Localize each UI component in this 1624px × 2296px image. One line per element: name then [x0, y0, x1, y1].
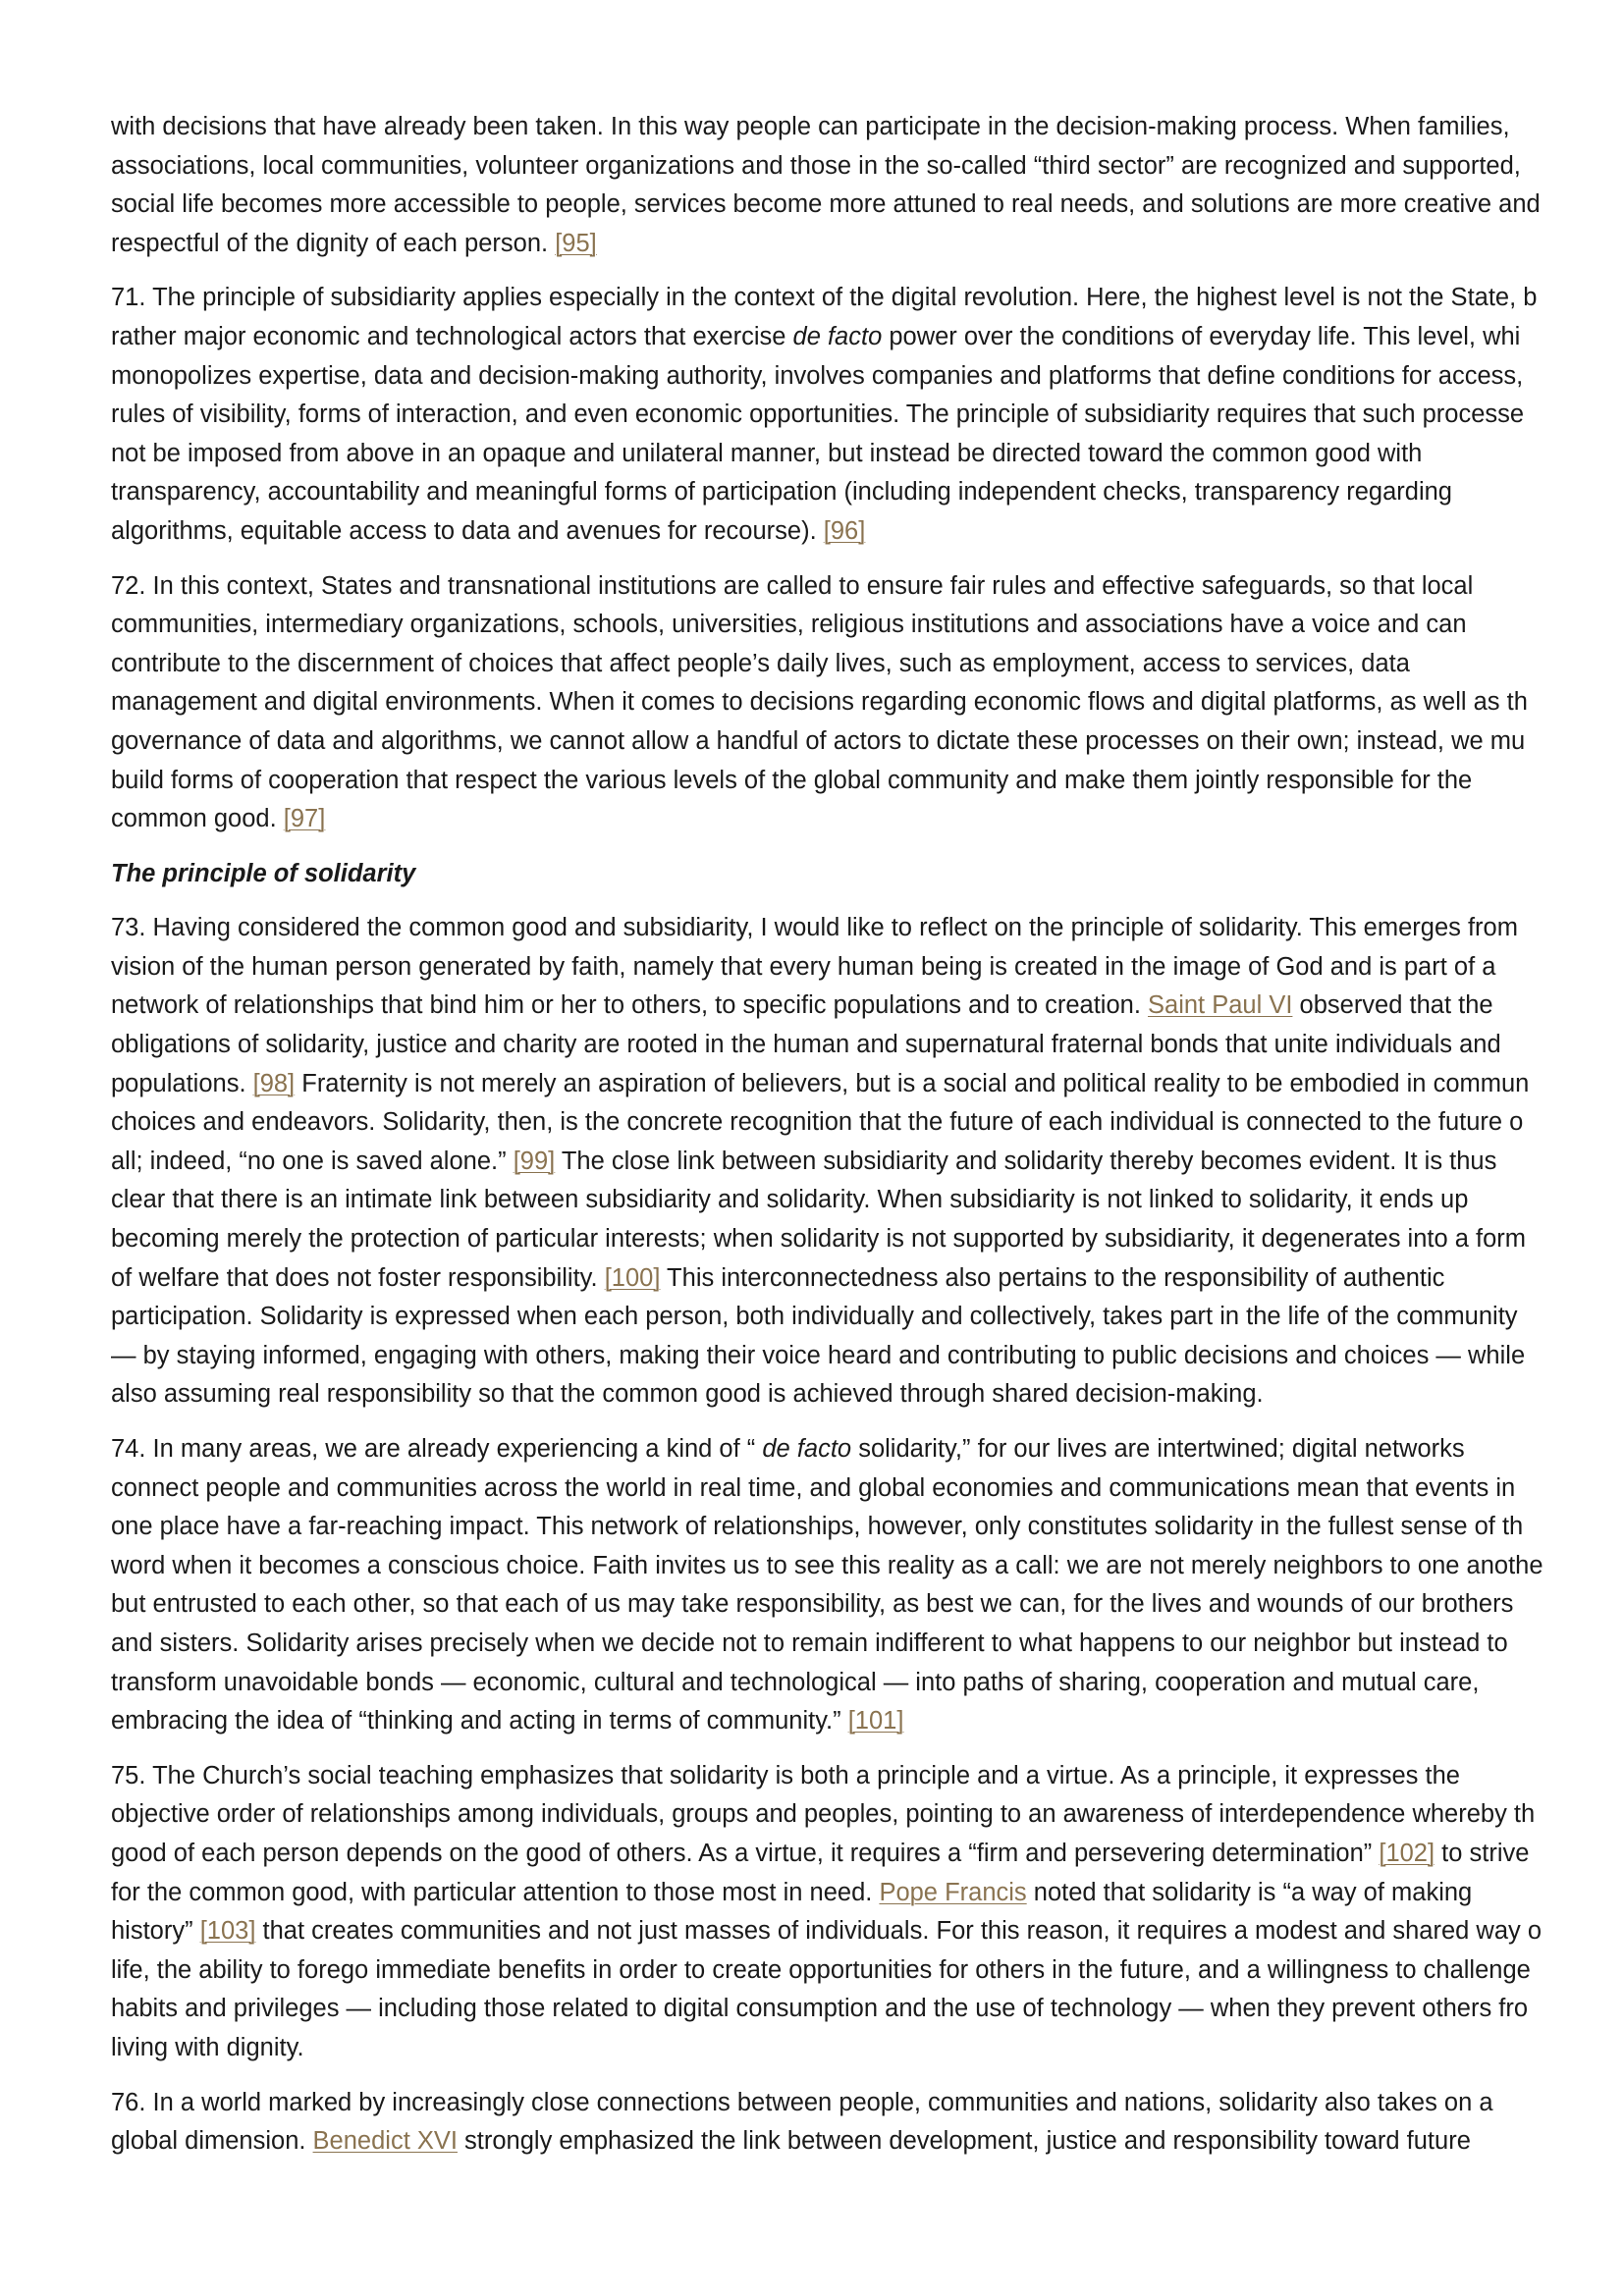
- text-line: [111, 1026, 1566, 1065]
- text-line: [111, 2029, 1566, 2068]
- text-line: [111, 225, 1566, 264]
- text-line: [111, 1757, 1566, 1796]
- text-line: [111, 567, 1566, 607]
- text-span: also assuming real responsibility so that the common good is achieved through shared decision-making.: [111, 1380, 1264, 1409]
- text-line: [111, 435, 1566, 474]
- text-span: power over the conditions of everyday life. This level, whi: [882, 322, 1521, 350]
- section-heading: The principle of solidarity: [111, 859, 416, 887]
- text-span: objective order of relationships among individuals, groups and peoples, pointing to an awareness of interdependence whereby th: [111, 1800, 1536, 1829]
- emphasis-text: de facto: [792, 322, 883, 350]
- text-span: 76. In a world marked by increasingly close connections between people, communities and nations, solidarity also takes on a: [111, 2088, 1493, 2116]
- footnote-link[interactable]: [103]: [199, 1917, 256, 1946]
- text-span: management and digital environments. When it comes to decisions regarding economic flows and digital platforms, as well as th: [111, 688, 1528, 717]
- footnote-link[interactable]: [100]: [604, 1263, 661, 1292]
- text-line: [111, 1547, 1566, 1586]
- text-span: and sisters. Solidarity arises precisely when we decide not to remain indifferent to what happens to our neighbor but instead to: [111, 1629, 1508, 1657]
- footnote-link[interactable]: [95]: [555, 229, 597, 257]
- text-span: common good.: [111, 805, 284, 833]
- text-span: transparency, accountability and meaningful forms of participation (including independent checks, transparency regarding: [111, 478, 1452, 507]
- text-line: [111, 357, 1566, 397]
- text-span: living with dignity.: [111, 2033, 304, 2061]
- text-span: This interconnectedness also pertains to the responsibility of authentic: [660, 1263, 1445, 1292]
- paragraph: [111, 279, 1566, 551]
- text-span: but entrusted to each other, so that each of us may take responsibility, as best we can, for the lives and wounds of our brothers: [111, 1590, 1514, 1619]
- text-span: noted that solidarity is “a way of making: [1026, 1878, 1473, 1906]
- text-span: connect people and communities across the world in real time, and global economies and communications mean that events in: [111, 1473, 1516, 1502]
- text-line: [111, 279, 1566, 318]
- text-line: [111, 1181, 1566, 1220]
- text-span: not be imposed from above in an opaque and unilateral manner, but instead be directed toward the common good with: [111, 439, 1423, 467]
- text-line: [111, 1702, 1566, 1741]
- text-line: [111, 1951, 1566, 1991]
- text-line: [111, 1990, 1566, 2029]
- text-line: [111, 1103, 1566, 1143]
- text-span: contribute to the discernment of choices that affect people’s daily lives, such as employment, access to services, data: [111, 649, 1410, 677]
- text-line: [111, 1259, 1566, 1299]
- text-line: [111, 1585, 1566, 1625]
- text-span: one place have a far-reaching impact. This network of relationships, however, only constitutes solidarity in the fullest sense of th: [111, 1513, 1524, 1541]
- text-span: respectful of the dignity of each person.: [111, 229, 556, 257]
- reference-link[interactable]: Pope Francis: [879, 1878, 1027, 1906]
- text-line: [111, 683, 1566, 722]
- text-span: clear that there is an intimate link between subsidiarity and solidarity. When subsidiarity is not linked to solidarity, it ends up: [111, 1186, 1469, 1214]
- text-line: [111, 396, 1566, 435]
- text-line: [111, 1065, 1566, 1104]
- text-line: [111, 2122, 1566, 2162]
- text-span: 72. In this context, States and transnational institutions are called to ensure fair rules and effective safeguards, so that local: [111, 571, 1474, 600]
- document-body: [111, 108, 1566, 2177]
- text-span: communities, intermediary organizations, schools, universities, religious institutions and associations have a voice and can: [111, 611, 1467, 639]
- text-span: monopolizes expertise, data and decision-making authority, involves companies and platforms that define conditions for access,: [111, 361, 1524, 390]
- text-span: populations.: [111, 1069, 253, 1097]
- text-span: vision of the human person generated by faith, namely that every human being is created in the image of God and is part of a: [111, 952, 1496, 981]
- text-line: [111, 606, 1566, 645]
- text-line: [111, 645, 1566, 684]
- text-span: history”: [111, 1917, 200, 1946]
- paragraph: [111, 1757, 1566, 2068]
- text-span: — by staying informed, engaging with others, making their voice heard and contributing to public decisions and choices — while: [111, 1341, 1526, 1369]
- text-line: [111, 147, 1566, 187]
- text-line: [111, 1625, 1566, 1664]
- text-line: [111, 1298, 1566, 1337]
- text-line: [111, 909, 1566, 948]
- text-span: 74. In many areas, we are already experiencing a kind of “: [111, 1435, 763, 1463]
- text-span: word when it becomes a conscious choice. Faith invites us to see this reality as a call: we are not merely neighbors to one anothe: [111, 1551, 1543, 1579]
- paragraph: [111, 2084, 1566, 2162]
- text-line: [111, 987, 1566, 1026]
- text-line: [111, 1337, 1566, 1376]
- text-span: life, the ability to forego immediate benefits in order to create opportunities for others in the future, and a willingness to challenge: [111, 1955, 1531, 1984]
- text-line: [111, 1469, 1566, 1509]
- text-line: [111, 1375, 1566, 1415]
- paragraph: [111, 1430, 1566, 1741]
- text-line: [111, 762, 1566, 801]
- text-span: transform unavoidable bonds — economic, cultural and technological — into paths of sharing, cooperation and mutual care,: [111, 1668, 1480, 1696]
- text-span: associations, local communities, volunteer organizations and those in the so-called “third sector” are recognized and supported,: [111, 151, 1521, 180]
- text-span: that creates communities and not just masses of individuals. For this reason, it requires a modest and shared way o: [255, 1917, 1543, 1946]
- text-span: strongly emphasized the link between development, justice and responsibility toward future: [457, 2127, 1471, 2156]
- footnote-link[interactable]: [99]: [513, 1147, 556, 1175]
- text-span: choices and endeavors. Solidarity, then, is the concrete recognition that the future of each individual is connected to the future o: [111, 1108, 1524, 1137]
- footnote-link[interactable]: [102]: [1379, 1839, 1435, 1867]
- text-span: embracing the idea of “thinking and acting in terms of community.”: [111, 1707, 848, 1735]
- text-line: [111, 2084, 1566, 2123]
- text-span: rather major economic and technological actors that exercise: [111, 322, 793, 350]
- text-span: all; indeed, “no one is saved alone.”: [111, 1147, 514, 1175]
- text-span: network of relationships that bind him or her to others, to specific populations and to creation.: [111, 991, 1149, 1020]
- text-span: observed that the: [1292, 991, 1493, 1020]
- text-span: becoming merely the protection of particular interests; when solidarity is not supported by subsidiarity, it degenerates into a form: [111, 1225, 1526, 1254]
- text-span: Fraternity is not merely an aspiration of believers, but is a social and political reality to be embodied in commun: [295, 1069, 1530, 1097]
- text-line: [111, 1912, 1566, 1951]
- text-span: with decisions that have already been taken. In this way people can participate in the decision-making process. When families,: [111, 113, 1510, 140]
- footnote-link[interactable]: [101]: [847, 1707, 904, 1735]
- reference-link[interactable]: Saint Paul VI: [1148, 991, 1293, 1020]
- footnote-link[interactable]: [97]: [283, 805, 326, 833]
- text-line: [111, 1508, 1566, 1547]
- text-span: The close link between subsidiarity and solidarity thereby becomes evident. It is thus: [555, 1147, 1497, 1175]
- text-line: [111, 1835, 1566, 1874]
- text-span: participation. Solidarity is expressed when each person, both individually and collectively, takes part in the life of the community: [111, 1303, 1518, 1331]
- text-line: [111, 1795, 1566, 1835]
- text-line: [111, 512, 1566, 552]
- text-span: 75. The Church’s social teaching emphasizes that solidarity is both a principle and a virtue. As a principle, it expresses the: [111, 1761, 1460, 1789]
- text-line: [111, 186, 1566, 225]
- text-line: [111, 1220, 1566, 1259]
- text-span: 71. The principle of subsidiarity applies especially in the context of the digital revolution. Here, the highest level is not the State, b: [111, 284, 1538, 312]
- paragraph: [111, 909, 1566, 1415]
- text-line: [111, 318, 1566, 357]
- text-line: [111, 108, 1566, 147]
- text-line: [111, 722, 1566, 762]
- text-span: algorithms, equitable access to data and avenues for recourse).: [111, 516, 824, 545]
- text-span: obligations of solidarity, justice and charity are rooted in the human and supernatural fraternal bonds that unite individuals and: [111, 1031, 1501, 1059]
- text-line: [111, 1430, 1566, 1469]
- reference-link[interactable]: Benedict XVI: [312, 2127, 458, 2156]
- text-line: [111, 1664, 1566, 1703]
- text-span: solidarity,” for our lives are intertwined; digital networks: [851, 1435, 1465, 1463]
- text-line: [111, 800, 1566, 839]
- footnote-link[interactable]: [96]: [823, 516, 866, 545]
- text-span: of welfare that does not foster responsibility.: [111, 1263, 605, 1292]
- text-span: habits and privileges — including those related to digital consumption and the use of technology — when they prevent others fro: [111, 1995, 1529, 2023]
- text-span: build forms of cooperation that respect the various levels of the global community and make them jointly responsible for the: [111, 766, 1473, 794]
- text-line: [111, 1143, 1566, 1182]
- text-line: [111, 1874, 1566, 1913]
- text-span: to strive: [1435, 1839, 1530, 1867]
- text-span: 73. Having considered the common good and subsidiarity, I would like to reflect on the principle of solidarity. This emerges from: [111, 914, 1518, 942]
- text-span: good of each person depends on the good of others. As a virtue, it requires a “firm and persevering determination”: [111, 1839, 1380, 1867]
- footnote-link[interactable]: [98]: [252, 1069, 296, 1097]
- emphasis-text: de facto: [762, 1435, 852, 1463]
- text-line: [111, 473, 1566, 512]
- paragraph: [111, 567, 1566, 839]
- paragraph: [111, 108, 1566, 263]
- text-span: for the common good, with particular attention to those most in need.: [111, 1878, 880, 1906]
- text-span: social life becomes more accessible to people, services become more attuned to real needs, and solutions are more creative and: [111, 190, 1541, 219]
- text-span: governance of data and algorithms, we cannot allow a handful of actors to dictate these processes on their own; instead, we mu: [111, 726, 1526, 755]
- text-span: global dimension.: [111, 2127, 313, 2156]
- text-span: rules of visibility, forms of interaction, and even economic opportunities. The principle of subsidiarity requires that such processe: [111, 400, 1525, 429]
- text-line: [111, 948, 1566, 988]
